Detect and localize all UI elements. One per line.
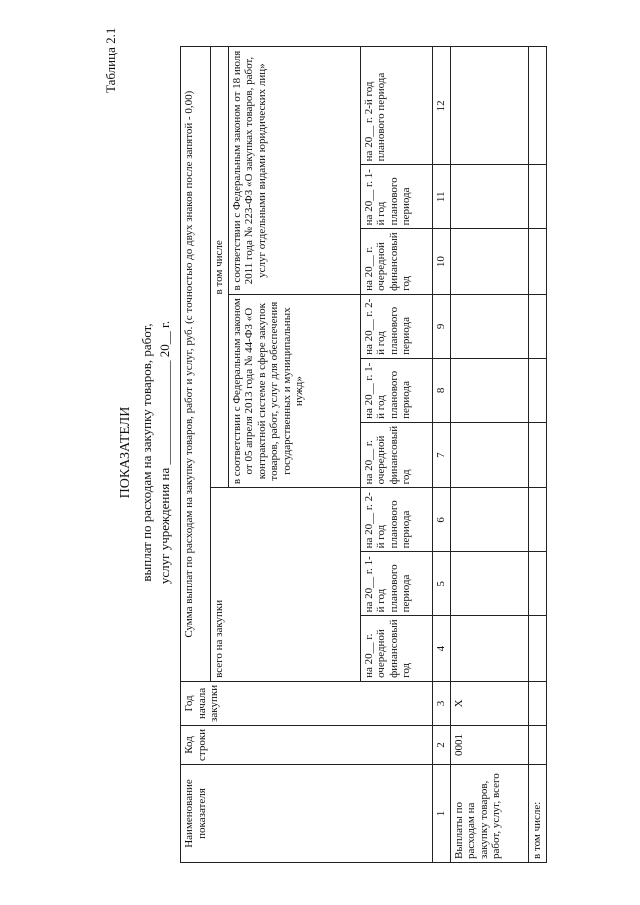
value-cell [528, 552, 546, 616]
value-cell [450, 552, 528, 616]
col-number: 10 [432, 229, 450, 295]
header-second-plan-year-44: на 20__ г. 2-й год планового периода [360, 294, 432, 358]
header-current-year-44: на 20__ г. очередной финансовый год [360, 422, 432, 488]
header-sum: Сумма выплат по расходам на закупку товаров, работ и услуг, руб. (с точностью до двух знаков после запятой - 0,00) [181, 47, 211, 682]
header-first-plan-year-223: на 20__ г. 1-й год планового периода [360, 165, 432, 229]
header-code: Код строки [181, 725, 433, 764]
indicators-table [180, 46, 547, 863]
header-second-plan-year: на 20__ г. 2-й год планового периода [360, 488, 432, 552]
col-number: 1 [432, 765, 450, 863]
value-cell [450, 47, 528, 165]
col-number: 11 [432, 165, 450, 229]
value-cell [528, 47, 546, 165]
header-including: в том числе [211, 47, 229, 488]
document-subtitle: выплат по расходам на закупку товаров, работ, [139, 323, 154, 582]
col-number: 5 [432, 552, 450, 616]
value-cell [528, 229, 546, 295]
col-number: 12 [432, 47, 450, 165]
document-title: ПОКАЗАТЕЛИ [118, 406, 133, 499]
value-cell [528, 422, 546, 488]
value-cell [528, 358, 546, 422]
value-cell [528, 165, 546, 229]
value-cell [450, 488, 528, 552]
header-total: всего на закупки [211, 488, 361, 682]
row-code [528, 725, 546, 764]
document-subtitle-period: услуг учреждения на ________________ 20__ г. [157, 320, 172, 585]
header-second-plan-year-223: на 20__ г. 2-й год планового периода [360, 47, 432, 165]
value-cell [528, 488, 546, 552]
header-current-year: на 20__ г. очередной финансовый год [360, 616, 432, 682]
header-fz44: в соответствии с Федеральным законом от 05 апреля 2013 года № 44-ФЗ «О контрактной системе в сфере закупок товаров, работ, услуг для обеспечения государственных и муниципальных нужд» [228, 294, 360, 488]
header-current-year-223: на 20__ г. очередной финансовый год [360, 229, 432, 295]
table-row [528, 47, 546, 863]
value-cell [450, 229, 528, 295]
col-number: 9 [432, 294, 450, 358]
header-first-plan-year-44: на 20__ г. 1-й год планового периода [360, 358, 432, 422]
table-number: Таблица 2.1 [103, 27, 118, 93]
header-year: Год начала закупки [181, 681, 433, 725]
table-row [450, 47, 528, 863]
value-cell [450, 358, 528, 422]
header-name: Наименование показателя [181, 765, 433, 863]
row-code: 0001 [450, 725, 528, 764]
header-row-1 [181, 47, 211, 863]
row-name: в том числе: [528, 765, 546, 863]
col-number: 4 [432, 616, 450, 682]
row-year [528, 681, 546, 725]
col-number: 7 [432, 422, 450, 488]
row-year: X [450, 681, 528, 725]
col-number: 6 [432, 488, 450, 552]
col-number: 8 [432, 358, 450, 422]
value-cell [450, 165, 528, 229]
col-number: 3 [432, 681, 450, 725]
value-cell [528, 616, 546, 682]
col-number: 2 [432, 725, 450, 764]
value-cell [528, 294, 546, 358]
value-cell [450, 616, 528, 682]
column-numbers-row [432, 47, 450, 863]
row-name: Выплаты по расходам на закупку товаров, работ, услуг, всего [450, 765, 528, 863]
header-fz223: в соответствии с Федеральным законом от 18 июля 2011 года № 223-ФЗ «О закупках товаров, работ, услуг отдельными видами юридических лиц» [228, 47, 360, 295]
value-cell [450, 294, 528, 358]
header-first-plan-year: на 20__ г. 1-й год планового периода [360, 552, 432, 616]
value-cell [450, 422, 528, 488]
